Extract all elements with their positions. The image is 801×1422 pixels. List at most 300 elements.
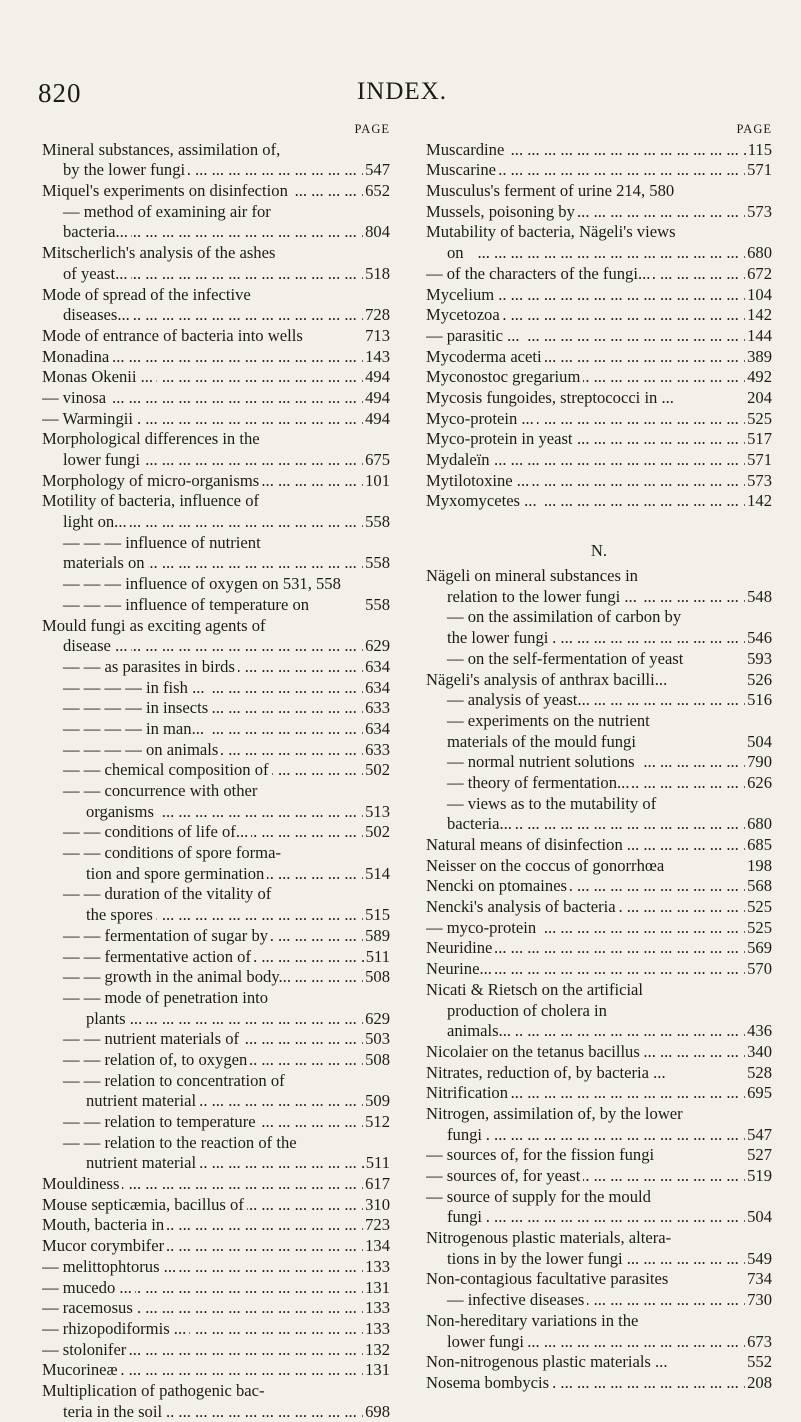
index-entry bbox=[42, 1009, 390, 1030]
entry-text: Nitrates, reduction of, by bacteria ... bbox=[426, 1063, 669, 1082]
entry-page-number: 633 bbox=[365, 739, 390, 759]
index-entry bbox=[42, 636, 390, 657]
entry-page-number: 142 bbox=[747, 305, 772, 325]
entry-page-number: 389 bbox=[747, 346, 772, 366]
entry-page-number: 558 bbox=[365, 594, 390, 614]
entry-page-number: 672 bbox=[747, 263, 772, 283]
entry-text: — — conditions of spore forma- bbox=[63, 843, 284, 862]
entry-page-number: 504 bbox=[747, 1207, 772, 1227]
entry-text: Mytilotoxine ... bbox=[426, 471, 532, 490]
index-entry bbox=[426, 1125, 772, 1146]
entry-text: — views as to the mutability of bbox=[447, 794, 659, 813]
index-entry bbox=[42, 471, 390, 492]
index-entry bbox=[42, 1319, 390, 1340]
index-entry bbox=[42, 884, 390, 905]
entry-text: Myco-protein in yeast bbox=[426, 429, 576, 448]
entry-text: Nicolaier on the tetanus bacillus bbox=[426, 1042, 643, 1061]
entry-page-number: 508 bbox=[365, 1049, 390, 1069]
entry-text: — experiments on the nutrient bbox=[447, 711, 653, 730]
index-entry bbox=[42, 802, 390, 823]
entry-text: Miquel's experiments on disinfection bbox=[42, 181, 291, 200]
entry-text: tion and spore germination bbox=[86, 864, 267, 883]
index-entry bbox=[426, 1145, 772, 1166]
entry-page-number: 589 bbox=[365, 925, 390, 945]
entry-page-number: 547 bbox=[365, 160, 390, 180]
entry-page-number: 629 bbox=[365, 1008, 390, 1028]
index-entry bbox=[42, 429, 390, 450]
entry-text: Nencki on ptomaines bbox=[426, 876, 570, 895]
entry-page-number: 629 bbox=[365, 636, 390, 656]
entry-text: Mouth, bacteria in bbox=[42, 1215, 167, 1234]
index-entry bbox=[426, 491, 772, 512]
entry-text: Muscarine bbox=[426, 160, 499, 179]
entry-text: Nitrogen, assimilation of, by the lower bbox=[426, 1104, 686, 1123]
index-entry bbox=[42, 1133, 390, 1154]
index-entry bbox=[426, 140, 772, 161]
index-entry bbox=[42, 1071, 390, 1092]
entry-page-number: 525 bbox=[747, 408, 772, 428]
entry-text: disease ... bbox=[63, 636, 131, 655]
entry-text: Morphology of micro-organisms bbox=[42, 471, 262, 490]
entry-text: light on... bbox=[63, 512, 130, 531]
entry-page-number: 685 bbox=[747, 835, 772, 855]
index-entry bbox=[426, 409, 772, 430]
index-entry bbox=[42, 1360, 390, 1381]
index-entry bbox=[426, 1021, 772, 1042]
entry-page-number: 494 bbox=[365, 408, 390, 428]
entry-page-number: 728 bbox=[365, 305, 390, 325]
entry-text: bacteria... bbox=[63, 222, 131, 241]
entry-page-number: 134 bbox=[365, 1236, 390, 1256]
entry-page-number: 198 bbox=[747, 855, 772, 875]
entry-text: the spores bbox=[86, 905, 156, 924]
entry-page-number: 436 bbox=[747, 1021, 772, 1041]
entry-text: — — relation to temperature bbox=[63, 1112, 259, 1131]
entry-text: Mode of spread of the infective bbox=[42, 285, 254, 304]
index-entry bbox=[426, 959, 772, 980]
entry-text: — sources of, for yeast bbox=[426, 1166, 583, 1185]
index-entry bbox=[42, 1340, 390, 1361]
entry-text: Nicati & Rietsch on the artificial bbox=[426, 980, 646, 999]
entry-page-number: 734 bbox=[747, 1269, 772, 1289]
entry-page-number: 514 bbox=[365, 863, 390, 883]
entry-page-number: 634 bbox=[365, 677, 390, 697]
entry-page-number: 525 bbox=[747, 917, 772, 937]
entry-page-number: 673 bbox=[747, 1331, 772, 1351]
index-entry bbox=[426, 670, 772, 691]
entry-page-number: 573 bbox=[747, 201, 772, 221]
index-entry bbox=[42, 305, 390, 326]
entry-text: Nosema bombycis bbox=[426, 1373, 552, 1392]
entry-page-number: 516 bbox=[747, 690, 772, 710]
entry-text: organisms bbox=[86, 802, 157, 821]
entry-page-number: 101 bbox=[365, 470, 390, 490]
page-column-label: PAGE bbox=[736, 122, 772, 136]
entry-page-number: 549 bbox=[747, 1248, 772, 1268]
index-entry bbox=[426, 347, 772, 368]
entry-page-number: 131 bbox=[365, 1277, 390, 1297]
page-header bbox=[38, 78, 766, 108]
entry-text: — — — influence of nutrient bbox=[63, 533, 264, 552]
entry-page-number: 502 bbox=[365, 822, 390, 842]
entry-text: Neuridine bbox=[426, 938, 495, 957]
index-entry bbox=[426, 367, 772, 388]
index-entry bbox=[42, 264, 390, 285]
entry-text: — — conditions of life of... bbox=[63, 822, 251, 841]
entry-text: on bbox=[447, 243, 467, 262]
entry-text: Muscardine bbox=[426, 140, 507, 159]
entry-page-number: 528 bbox=[747, 1062, 772, 1082]
entry-text: — — — — in fish ... bbox=[63, 678, 208, 697]
entry-text: — myco-protein bbox=[426, 918, 539, 937]
entry-text: by the lower fungi bbox=[63, 160, 188, 179]
index-entry bbox=[426, 980, 772, 1001]
entry-page-number: 570 bbox=[747, 959, 772, 979]
index-entry bbox=[42, 1050, 390, 1071]
entry-page-number: 518 bbox=[365, 263, 390, 283]
entry-page-number: 547 bbox=[747, 1124, 772, 1144]
index-entry bbox=[426, 587, 772, 608]
entry-text: — parasitic ... bbox=[426, 326, 523, 345]
entry-text: materials on bbox=[63, 553, 148, 572]
entry-page-number: 511 bbox=[365, 1153, 390, 1173]
index-entry bbox=[426, 690, 772, 711]
entry-text: plants ... bbox=[86, 1009, 145, 1028]
entry-page-number: 713 bbox=[365, 325, 390, 345]
index-entry bbox=[426, 160, 772, 181]
index-entry bbox=[42, 616, 390, 637]
entry-text: — — nutrient materials of bbox=[63, 1029, 242, 1048]
entry-text: — — fermentative action of bbox=[63, 947, 254, 966]
entry-text: — — relation of, to oxygen bbox=[63, 1050, 250, 1069]
index-entry bbox=[42, 1174, 390, 1195]
entry-text: — — chemical composition of bbox=[63, 760, 272, 779]
entry-text: — analysis of yeast... bbox=[447, 690, 593, 709]
index-entry bbox=[426, 1187, 772, 1208]
entry-text: — rhizopodiformis ... bbox=[42, 1319, 189, 1338]
index-entry bbox=[42, 533, 390, 554]
index-entry bbox=[426, 938, 772, 959]
entry-page-number: 115 bbox=[747, 139, 772, 159]
entry-page-number: 204 bbox=[747, 387, 772, 407]
index-entry bbox=[426, 181, 772, 202]
entry-page-number: 546 bbox=[747, 628, 772, 648]
index-entry bbox=[426, 732, 772, 753]
index-entry bbox=[42, 222, 390, 243]
entry-page-number: 571 bbox=[747, 160, 772, 180]
spacer bbox=[426, 512, 772, 536]
entry-page-number: 804 bbox=[365, 222, 390, 242]
index-entry bbox=[42, 1402, 390, 1422]
entry-page-number: 132 bbox=[365, 1339, 390, 1359]
entry-page-number: 513 bbox=[365, 801, 390, 821]
entry-text: — — concurrence with other bbox=[63, 781, 260, 800]
index-entry bbox=[426, 1228, 772, 1249]
index-entry bbox=[42, 202, 390, 223]
entry-page-number: 133 bbox=[365, 1298, 390, 1318]
entry-text: — on the assimilation of carbon by bbox=[447, 607, 684, 626]
index-entry bbox=[42, 140, 390, 161]
entry-text: Mycelium bbox=[426, 285, 497, 304]
index-entry bbox=[42, 553, 390, 574]
entry-text: Mussels, poisoning by bbox=[426, 202, 578, 221]
entry-text: Mouldiness bbox=[42, 1174, 122, 1193]
entry-page-number: 633 bbox=[365, 698, 390, 718]
index-entry bbox=[42, 1153, 390, 1174]
index-entry bbox=[42, 719, 390, 740]
entry-page-number: 144 bbox=[747, 325, 772, 345]
entry-page-number: 104 bbox=[747, 284, 772, 304]
entry-text: — racemosus bbox=[42, 1298, 136, 1317]
entry-text: fungi bbox=[447, 1125, 485, 1144]
index-entry bbox=[426, 1373, 772, 1394]
entry-text: relation to the lower fungi ... bbox=[447, 587, 640, 606]
entry-text: Mucor corymbifer bbox=[42, 1236, 167, 1255]
page-title: INDEX. bbox=[356, 78, 447, 105]
index-entry bbox=[426, 429, 772, 450]
index-entry bbox=[42, 1215, 390, 1236]
index-entry bbox=[426, 628, 772, 649]
index-entry bbox=[426, 1269, 772, 1290]
entry-page-number: 142 bbox=[747, 491, 772, 511]
index-entry bbox=[42, 491, 390, 512]
entry-text: Mycosis fungoides, streptococci in ... bbox=[426, 388, 677, 407]
entry-page-number: 133 bbox=[365, 1318, 390, 1338]
entry-page-number: 494 bbox=[365, 387, 390, 407]
entry-text: — — — influence of temperature on bbox=[63, 595, 312, 614]
entry-page-number: 503 bbox=[365, 1029, 390, 1049]
index-entry bbox=[42, 740, 390, 761]
index-entry bbox=[426, 450, 772, 471]
entry-text: Non-contagious facultative parasites bbox=[426, 1269, 671, 1288]
index-entry bbox=[426, 566, 772, 587]
index-entry bbox=[426, 1042, 772, 1063]
index-entry bbox=[42, 367, 390, 388]
entry-text: — infective diseases bbox=[447, 1290, 587, 1309]
index-entry bbox=[42, 160, 390, 181]
index-entry bbox=[42, 843, 390, 864]
entry-text: — sources of, for the fission fungi bbox=[426, 1145, 657, 1164]
entry-text: — — growth in the animal body... bbox=[63, 967, 294, 986]
entry-text: — of the characters of the fungi... bbox=[426, 264, 653, 283]
entry-text: Natural means of disinfection bbox=[426, 835, 626, 854]
index-entry bbox=[426, 876, 772, 897]
index-entry bbox=[42, 1278, 390, 1299]
entry-text: Mould fungi as exciting agents of bbox=[42, 616, 269, 635]
entry-text: Nencki's analysis of bacteria bbox=[426, 897, 619, 916]
entry-text: Mitscherlich's analysis of the ashes bbox=[42, 243, 278, 262]
entry-page-number: 680 bbox=[747, 243, 772, 263]
entry-text: — melittophtorus ... bbox=[42, 1257, 179, 1276]
index-entry bbox=[42, 947, 390, 968]
index-entry bbox=[42, 1029, 390, 1050]
entry-text: animals... bbox=[447, 1021, 514, 1040]
entry-text: Myco-protein ... bbox=[426, 409, 537, 428]
index-entry bbox=[426, 285, 772, 306]
index-entry bbox=[42, 512, 390, 533]
entry-text: Mouse septicæmia, bacillus of bbox=[42, 1195, 247, 1214]
entry-text: Multiplication of pathogenic bac- bbox=[42, 1381, 268, 1400]
index-entry bbox=[42, 760, 390, 781]
entry-page-number: 509 bbox=[365, 1091, 390, 1111]
entry-text: diseases... bbox=[63, 305, 133, 324]
index-entry bbox=[426, 1332, 772, 1353]
entry-page-number: 525 bbox=[747, 897, 772, 917]
index-entry bbox=[426, 1083, 772, 1104]
index-entry bbox=[42, 1381, 390, 1402]
entry-page-number: 519 bbox=[747, 1166, 772, 1186]
entry-text: of yeast... bbox=[63, 264, 131, 283]
index-entry bbox=[42, 905, 390, 926]
index-entry bbox=[42, 243, 390, 264]
entry-text: Mode of entrance of bacteria into wells bbox=[42, 326, 306, 345]
entry-text: Mycetozoa bbox=[426, 305, 503, 324]
entry-text: Mycoderma aceti bbox=[426, 347, 545, 366]
entry-page-number: 526 bbox=[747, 669, 772, 689]
index-entry bbox=[426, 202, 772, 223]
entry-text: Non-hereditary variations in the bbox=[426, 1311, 641, 1330]
entry-text: — — — — in man... bbox=[63, 719, 207, 738]
entry-text: the lower fungi bbox=[447, 628, 551, 647]
entry-text: nutrient material bbox=[86, 1153, 199, 1172]
index-entry bbox=[42, 1236, 390, 1257]
entry-page-number: 617 bbox=[365, 1174, 390, 1194]
entry-text: Non-nitrogenous plastic materials ... bbox=[426, 1352, 670, 1371]
entry-text: — Warmingii bbox=[42, 409, 136, 428]
index-entry bbox=[42, 326, 390, 347]
entry-page-number: 626 bbox=[747, 772, 772, 792]
entry-page-number: 131 bbox=[365, 1360, 390, 1380]
index-entry bbox=[426, 649, 772, 670]
index-entry bbox=[42, 822, 390, 843]
entry-page-number: 494 bbox=[365, 367, 390, 387]
entry-text: — source of supply for the mould bbox=[426, 1187, 654, 1206]
entry-text: Nitrification bbox=[426, 1083, 511, 1102]
index-entry bbox=[42, 1298, 390, 1319]
index-entry bbox=[426, 1063, 772, 1084]
index-entry bbox=[426, 305, 772, 326]
index-entry bbox=[426, 814, 772, 835]
index-entry bbox=[426, 243, 772, 264]
index-entry bbox=[426, 856, 772, 877]
entry-page-number: 502 bbox=[365, 760, 390, 780]
index-entry bbox=[42, 1112, 390, 1133]
entry-page-number: 527 bbox=[747, 1145, 772, 1165]
entry-text: Myxomycetes ... bbox=[426, 491, 540, 510]
entry-text: Motility of bacteria, influence of bbox=[42, 491, 262, 510]
index-entry bbox=[42, 181, 390, 202]
entry-page-number: 730 bbox=[747, 1290, 772, 1310]
index-entry bbox=[42, 450, 390, 471]
entry-page-number: 504 bbox=[747, 731, 772, 751]
entry-page-number: 675 bbox=[365, 450, 390, 470]
entry-page-number: 569 bbox=[747, 938, 772, 958]
entry-page-number: 634 bbox=[365, 656, 390, 676]
entry-text: nutrient material bbox=[86, 1091, 199, 1110]
entry-text: Mydaleïn bbox=[426, 450, 493, 469]
entry-page-number: 508 bbox=[365, 967, 390, 987]
entry-page-number: 634 bbox=[365, 718, 390, 738]
index-entry bbox=[426, 1104, 772, 1125]
index-entry bbox=[42, 781, 390, 802]
entry-page-number: 512 bbox=[365, 1112, 390, 1132]
entry-page-number: 790 bbox=[747, 752, 772, 772]
entry-text: — theory of fermentation... bbox=[447, 773, 632, 792]
index-entry bbox=[42, 926, 390, 947]
entry-text: — on the self-fermentation of yeast bbox=[447, 649, 686, 668]
entry-text: — method of examining air for bbox=[63, 202, 274, 221]
entry-text: teria in the soil bbox=[63, 1402, 165, 1421]
entry-page-number: 568 bbox=[747, 876, 772, 896]
entry-text: — — relation to concentration of bbox=[63, 1071, 288, 1090]
entry-text: fungi bbox=[447, 1207, 485, 1226]
entry-page-number: 515 bbox=[365, 905, 390, 925]
entry-text: Nitrogenous plastic materials, altera- bbox=[426, 1228, 674, 1247]
index-column-right bbox=[426, 119, 772, 1394]
index-entry bbox=[426, 897, 772, 918]
entry-text: Mineral substances, assimilation of, bbox=[42, 140, 283, 159]
entry-page-number: 208 bbox=[747, 1372, 772, 1392]
entry-page-number: 517 bbox=[747, 429, 772, 449]
entry-page-number: 133 bbox=[365, 1256, 390, 1276]
entry-text: Monas Okenii ... bbox=[42, 367, 156, 386]
index-entry bbox=[426, 1249, 772, 1270]
entry-page-number: 698 bbox=[365, 1401, 390, 1421]
entry-text: Neurine... bbox=[426, 959, 495, 978]
entry-text: Morphological differences in the bbox=[42, 429, 263, 448]
index-entry bbox=[42, 595, 390, 616]
entry-text: — vinosa bbox=[42, 388, 109, 407]
entry-page-number: 340 bbox=[747, 1041, 772, 1061]
entry-text: Nägeli's analysis of anthrax bacilli... bbox=[426, 670, 670, 689]
entry-text: Neisser on the coccus of gonorrhœa bbox=[426, 856, 667, 875]
index-entry bbox=[426, 326, 772, 347]
entry-text: Nägeli on mineral substances in bbox=[426, 566, 641, 585]
index-entry bbox=[42, 1091, 390, 1112]
index-entry bbox=[42, 657, 390, 678]
index-entry bbox=[426, 471, 772, 492]
index-entry bbox=[426, 222, 772, 243]
index-entry bbox=[426, 388, 772, 409]
entry-text: — — — — in insects bbox=[63, 698, 211, 717]
index-entry bbox=[426, 1311, 772, 1332]
entry-text: materials of the mould fungi bbox=[447, 732, 639, 751]
entry-page-number: 552 bbox=[747, 1352, 772, 1372]
page-number: 820 bbox=[38, 78, 82, 108]
page-column-label: PAGE bbox=[354, 122, 390, 136]
index-entry bbox=[426, 607, 772, 628]
entry-text: production of cholera in bbox=[447, 1001, 610, 1020]
index-entry bbox=[42, 1195, 390, 1216]
index-entry bbox=[426, 264, 772, 285]
entry-page-number: 723 bbox=[365, 1215, 390, 1235]
entry-text: — — mode of penetration into bbox=[63, 988, 271, 1007]
entry-page-number: 310 bbox=[365, 1194, 390, 1214]
index-entry bbox=[426, 835, 772, 856]
entry-text: — — relation to the reaction of the bbox=[63, 1133, 300, 1152]
index-entry bbox=[42, 698, 390, 719]
entry-page-number: 593 bbox=[747, 648, 772, 668]
entry-text: — normal nutrient solutions bbox=[447, 752, 638, 771]
index-entry bbox=[426, 1352, 772, 1373]
index-entry bbox=[42, 967, 390, 988]
index-entry bbox=[42, 285, 390, 306]
entry-text: Mucorineæ bbox=[42, 1360, 121, 1379]
index-entry bbox=[42, 574, 390, 595]
index-entry bbox=[426, 794, 772, 815]
entry-page-number: 511 bbox=[365, 946, 390, 966]
index-entry bbox=[426, 1207, 772, 1228]
